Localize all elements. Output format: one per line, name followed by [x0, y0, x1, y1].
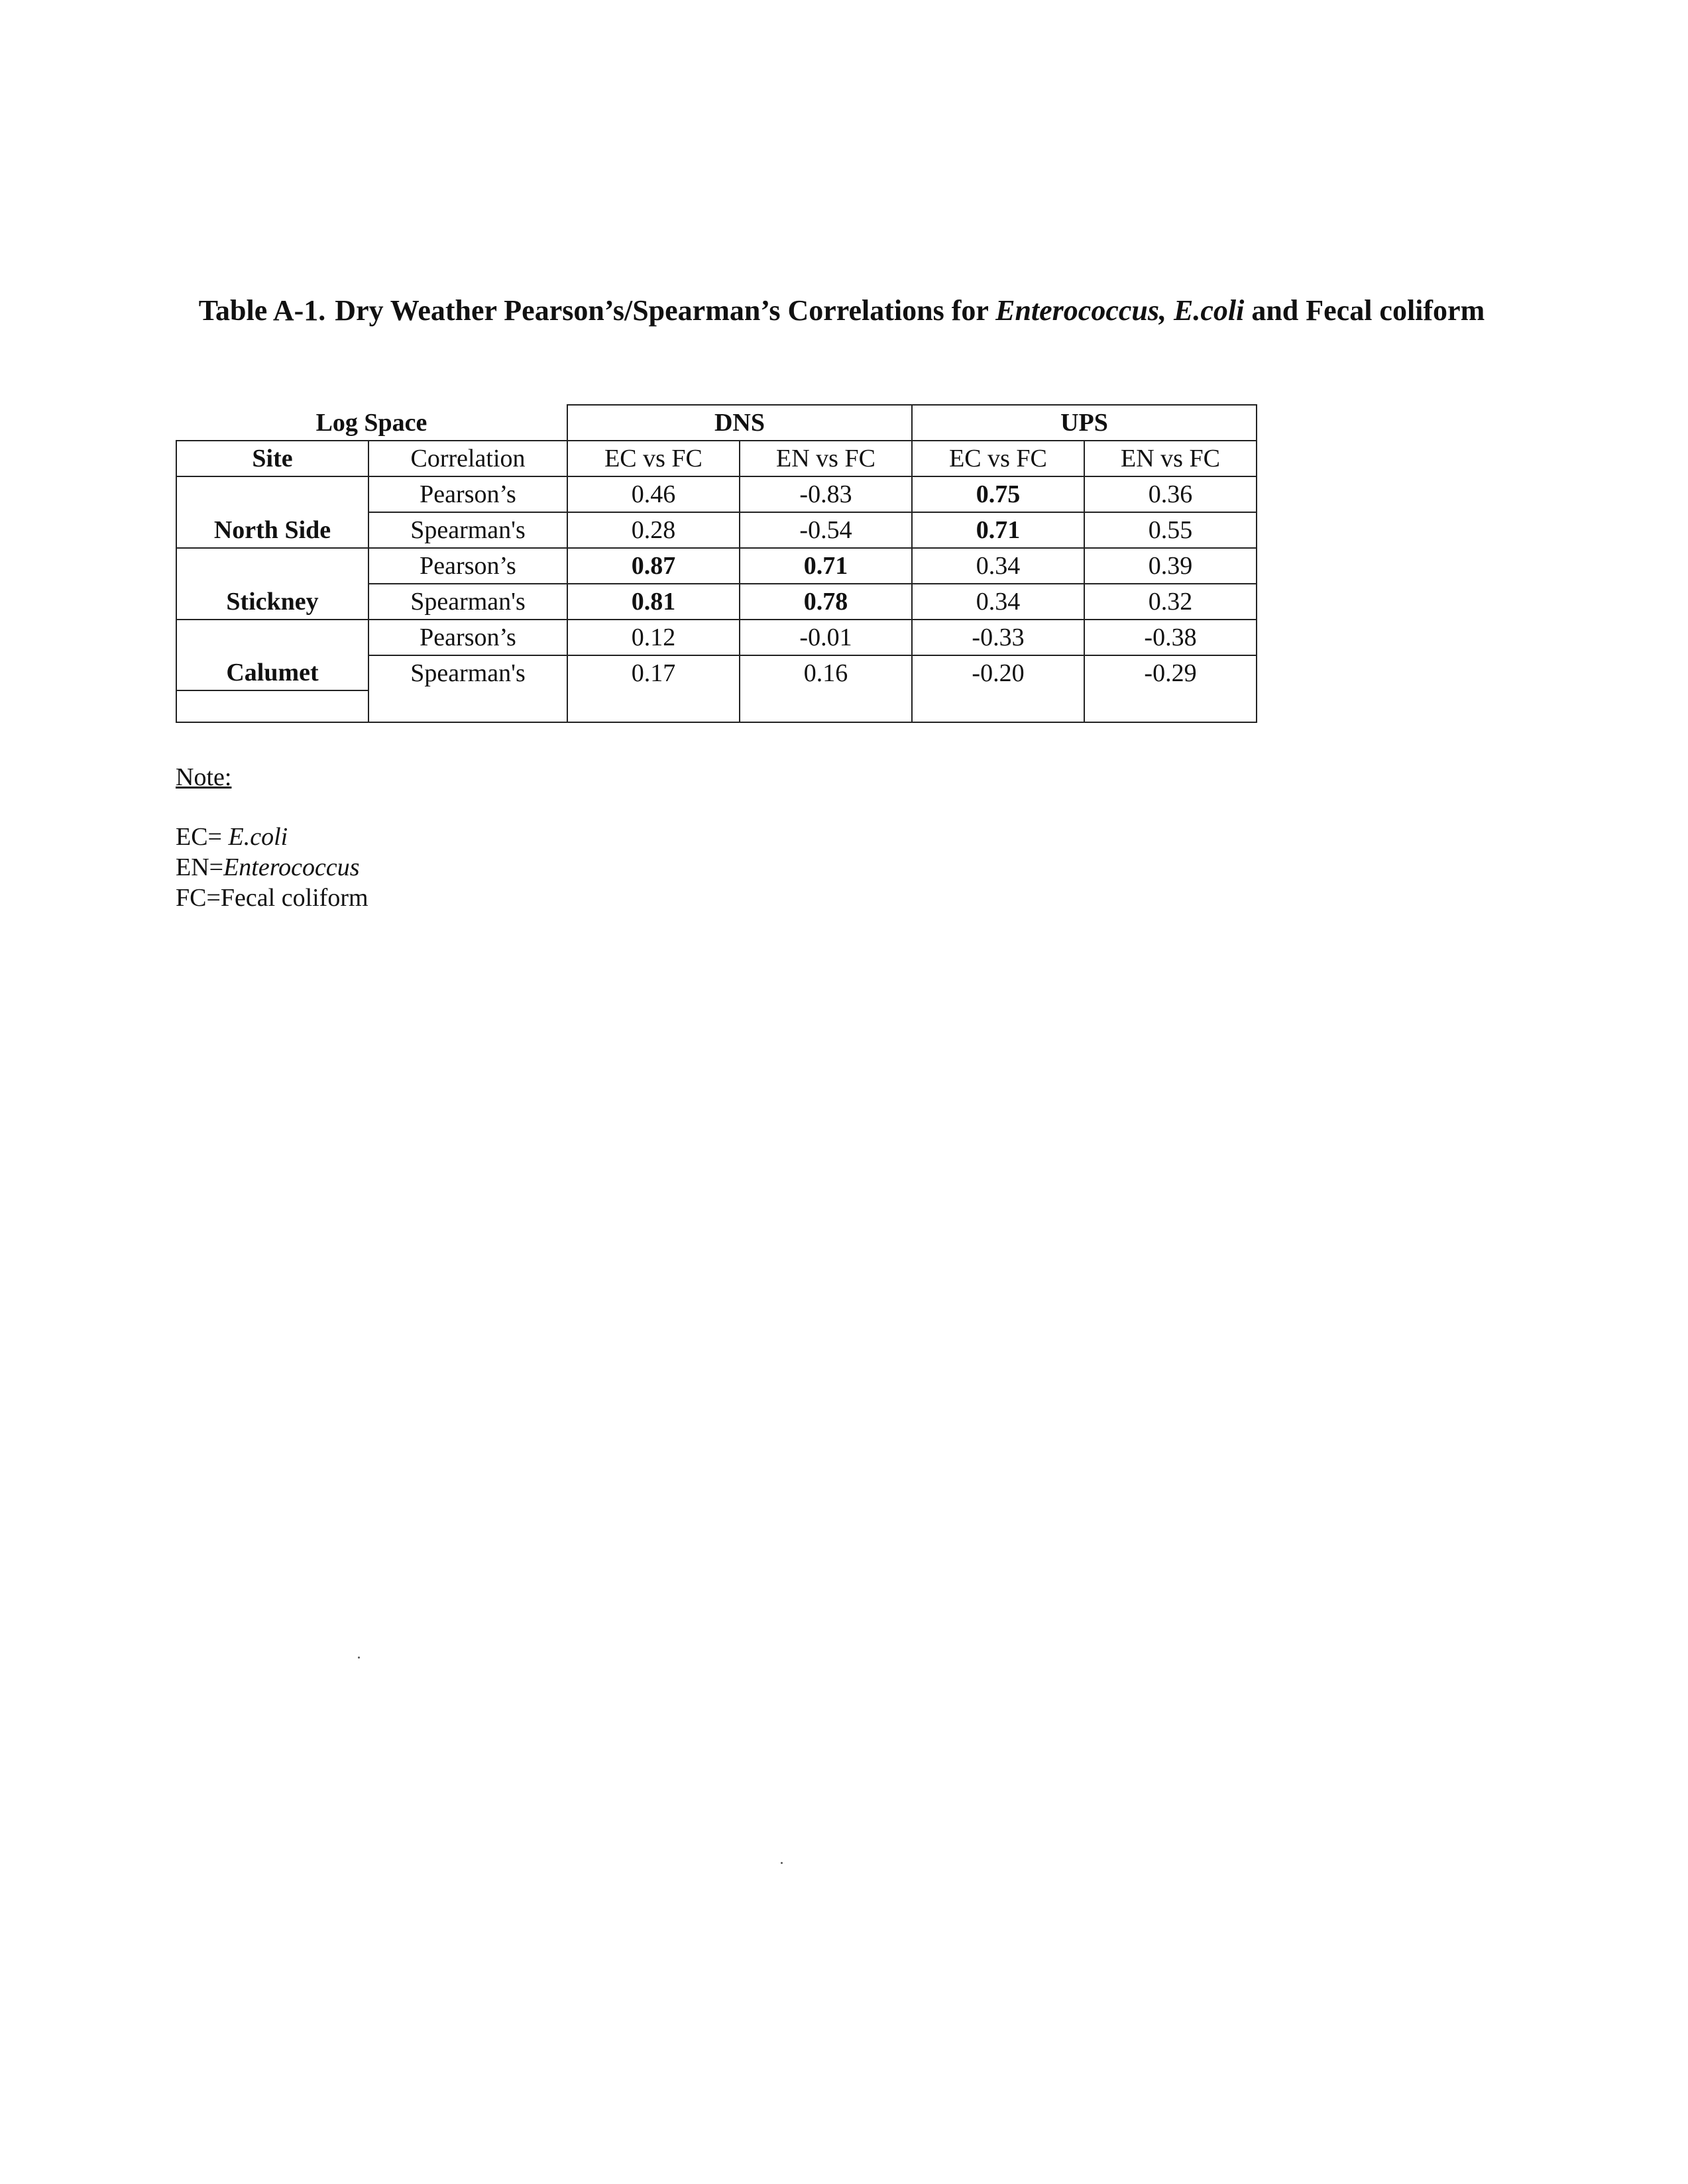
correlation-table	[176, 404, 1257, 723]
site-north-side: North Side	[176, 476, 368, 548]
correlation-type: Pearson’s	[368, 548, 567, 584]
scan-speck	[358, 1657, 360, 1659]
note-ec-prefix: EC=	[176, 823, 229, 851]
correlation-type: Pearson’s	[368, 476, 567, 512]
value-cell: 0.71	[912, 512, 1084, 548]
value-cell: 0.87	[567, 548, 740, 584]
value-cell: -0.20	[912, 655, 1084, 690]
empty-cell	[176, 690, 368, 722]
note-ec-term: E.coli	[228, 823, 288, 851]
note-heading: Note:	[176, 763, 232, 791]
site-calumet: Calumet	[176, 620, 368, 690]
value-cell: 0.28	[567, 512, 740, 548]
note-en-term: Enterococcus	[223, 853, 360, 881]
note-en-prefix: EN=	[176, 853, 224, 881]
value-cell: 0.34	[912, 548, 1084, 584]
ups-group-header: UPS	[912, 405, 1257, 441]
title-text-end: and Fecal coliform	[1244, 294, 1485, 327]
empty-cell	[740, 690, 912, 722]
title-text: Dry Weather Pearson’s/Spearman’s Correlations for	[335, 294, 996, 327]
value-cell: -0.38	[1084, 620, 1257, 655]
log-space-label: Log Space	[176, 405, 567, 441]
correlation-type: Spearman's	[368, 584, 567, 620]
site-stickney: Stickney	[176, 548, 368, 620]
note-ec	[176, 822, 368, 852]
value-cell: 0.55	[1084, 512, 1257, 548]
value-cell: -0.33	[912, 620, 1084, 655]
value-cell: 0.75	[912, 476, 1084, 512]
empty-cell	[912, 690, 1084, 722]
note-en	[176, 852, 368, 883]
col-ups-en-fc: EN vs FC	[1084, 441, 1257, 476]
table-spacer-row	[176, 690, 1257, 722]
empty-cell	[1084, 690, 1257, 722]
value-cell: 0.81	[567, 584, 740, 620]
correlation-type: Pearson’s	[368, 620, 567, 655]
dns-group-header: DNS	[567, 405, 912, 441]
value-cell: 0.34	[912, 584, 1084, 620]
table-row	[176, 476, 1257, 512]
table-row	[176, 548, 1257, 584]
value-cell: 0.78	[740, 584, 912, 620]
table-number: Table A-1.	[198, 294, 326, 327]
value-cell: 0.36	[1084, 476, 1257, 512]
col-ups-ec-fc: EC vs FC	[912, 441, 1084, 476]
note-fc: FC=Fecal coliform	[176, 884, 368, 912]
value-cell: -0.01	[740, 620, 912, 655]
col-site: Site	[176, 441, 368, 476]
column-header-row	[176, 441, 1257, 476]
col-dns-ec-fc: EC vs FC	[567, 441, 740, 476]
correlation-type: Spearman's	[368, 512, 567, 548]
table-row	[176, 620, 1257, 655]
value-cell: 0.39	[1084, 548, 1257, 584]
value-cell: 0.46	[567, 476, 740, 512]
value-cell: 0.16	[740, 655, 912, 690]
group-header-row	[176, 405, 1257, 441]
empty-cell	[368, 690, 567, 722]
col-dns-en-fc: EN vs FC	[740, 441, 912, 476]
table-title	[166, 292, 1518, 330]
value-cell: 0.12	[567, 620, 740, 655]
notes-section	[176, 762, 368, 913]
scan-speck	[781, 1862, 783, 1864]
title-organisms: Enterococcus, E.coli	[995, 294, 1245, 327]
value-cell: -0.54	[740, 512, 912, 548]
col-correlation: Correlation	[368, 441, 567, 476]
value-cell: 0.71	[740, 548, 912, 584]
value-cell: -0.29	[1084, 655, 1257, 690]
empty-cell	[567, 690, 740, 722]
value-cell: 0.32	[1084, 584, 1257, 620]
value-cell: 0.17	[567, 655, 740, 690]
value-cell: -0.83	[740, 476, 912, 512]
correlation-type: Spearman's	[368, 655, 567, 690]
